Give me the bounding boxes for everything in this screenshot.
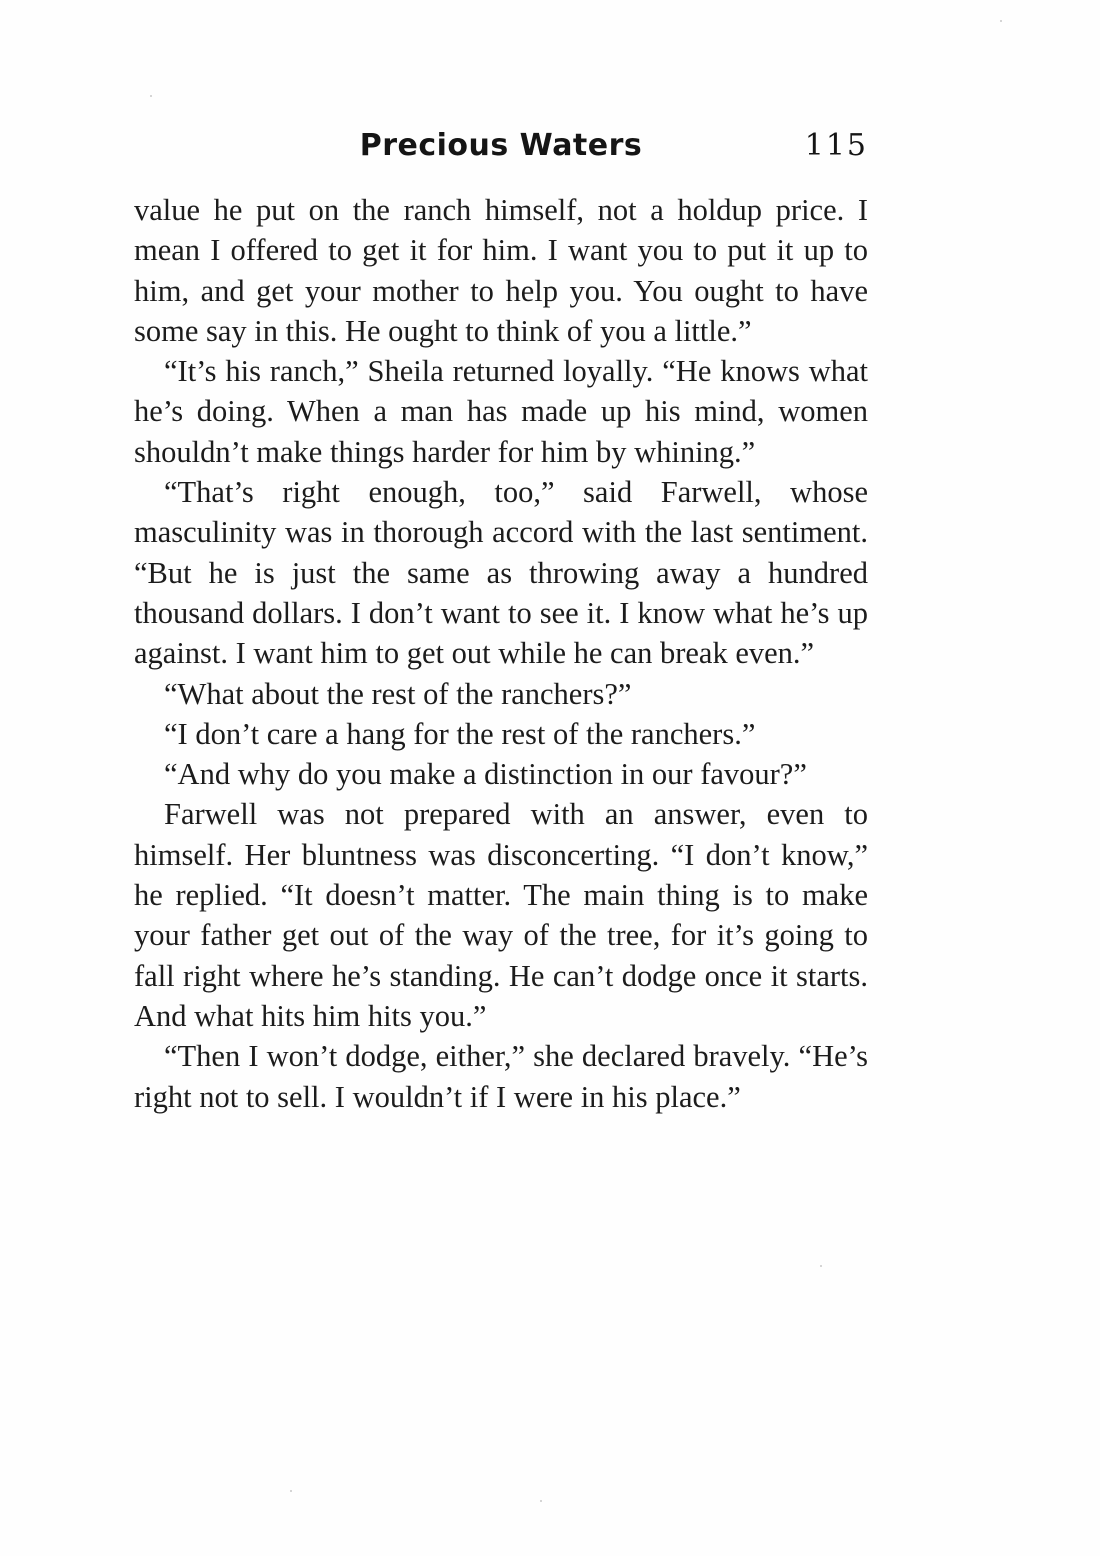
scan-speck (150, 95, 152, 97)
page-header (134, 128, 868, 172)
paragraph: “What about the rest of the ranchers?” (164, 676, 632, 711)
scan-speck (1000, 20, 1002, 22)
paragraph: “I don’t care a hang for the rest of the ranchers.” (164, 716, 756, 751)
paragraph: “And why do you make a distinction in our favour?” (164, 757, 807, 792)
paragraph: “That’s right enough, too,” said Farwell, whose masculinity was in thorough accord with the last sentiment. “But he is just the same as throwing away a hundred thousand dollars. I don’t want to see it. I know what he’s up against. I want him to get out while he can break even.” (134, 475, 868, 671)
paragraph: “Then I won’t dodge, either,” she declared bravely. “He’s right not to sell. I wouldn’t if I were in his place.” (134, 1039, 868, 1114)
running-title: Precious Waters (359, 128, 643, 163)
scan-speck (540, 1500, 542, 1502)
scan-speck (290, 1490, 292, 1492)
paragraph: “It’s his ranch,” Sheila returned loyally. “He knows what he’s doing. When a man has made up his mind, women shouldn’t make things harder for him by whining.” (134, 354, 868, 469)
body-text (134, 190, 868, 1117)
paragraph: value he put on the ranch himself, not a holdup price. I mean I offered to get it for him. I want you to put it up to him, and get your mother to help you. You ought to have some say in this. He ought to think of you a little.” (134, 193, 868, 348)
paragraph: Farwell was not prepared with an answer, even to himself. Her bluntness was disconcerting. “I don’t know,” he replied. “It doesn’t matter. The main thing is to make your father get out of the way of the tree, for it’s going to fall right where he’s standing. He can’t dodge once it starts. And what hits him hits you.” (134, 797, 868, 1033)
page-number: 115 (804, 128, 868, 163)
scan-speck (820, 1265, 822, 1267)
